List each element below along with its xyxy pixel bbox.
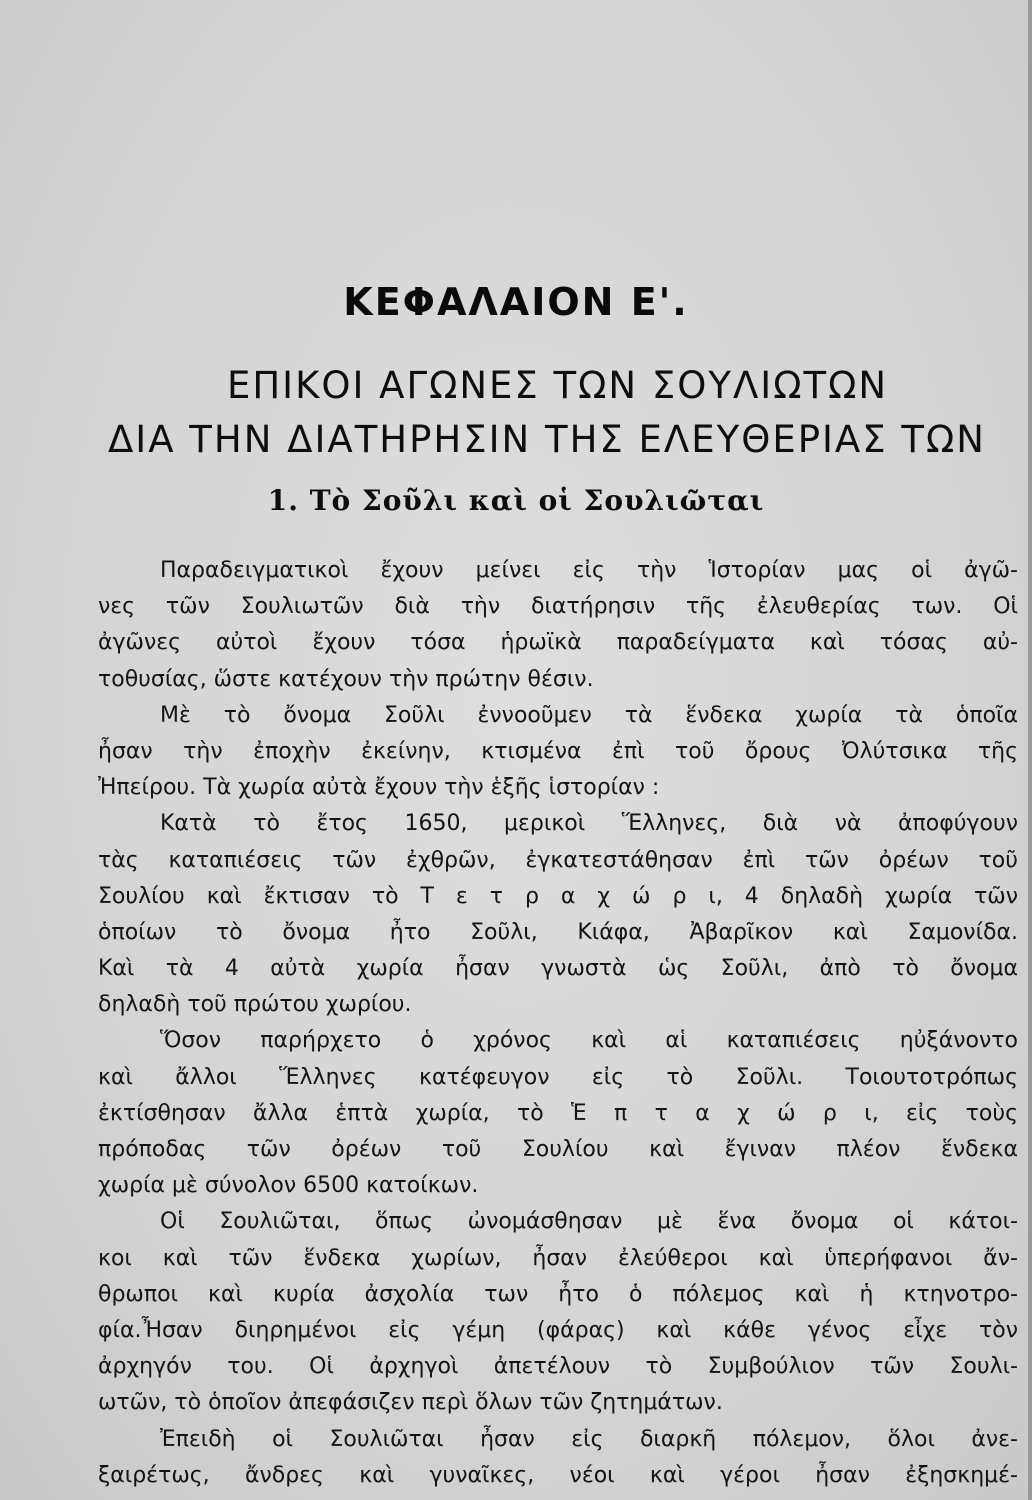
text-line: Σουλίου καὶ ἔκτισαν τὸ Τ ε τ ρ α χ ώ ρ ι, 4 δηλαδὴ χωρία τῶν bbox=[98, 883, 1018, 909]
text-line: νες τῶν Σουλιωτῶν διὰ τὴν διατήρησιν τῆς ἐλευθερίας των. Οἱ bbox=[98, 594, 1018, 620]
text-line: καὶ ἄλλοι Ἕλληνες κατέφευγον εἰς τὸ Σοῦλι. Τοιουτοτρόπως bbox=[98, 1064, 1018, 1090]
text-line: ἦσαν τὴν ἐποχὴν ἐκείνην, κτισμένα ἐπὶ τοῦ ὄρους Ὀλύτσικα τῆς bbox=[98, 738, 1018, 764]
text-line: ξαιρέτως, ἄνδρες καὶ γυναῖκες, νέοι καὶ γέροι ἦσαν ἐξησκημέ- bbox=[98, 1462, 1018, 1488]
text-line: ὁποίων τὸ ὄνομα ἦτο Σοῦλι, Κιάφα, Ἀβαρῖκον καὶ Σαμονίδα. bbox=[98, 919, 1018, 945]
text-line: Ἐπειδὴ οἱ Σουλιῶται ἦσαν εἰς διαρκῆ πόλεμον, ὅλοι ἀνε- bbox=[160, 1426, 1018, 1452]
text-line: ἀρχηγόν του. Οἱ ἀρχηγοὶ ἀπετέλουν τὸ Συμβούλιον τῶν Σουλι- bbox=[98, 1354, 1018, 1380]
text-line: ἀγῶνες αὐτοὶ ἔχουν τόσα ἡρωϊκὰ παραδείγματα καὶ τόσας αὐ- bbox=[98, 630, 1018, 656]
text-line: Καὶ τὰ 4 αὐτὰ χωρία ἦσαν γνωστὰ ὡς Σοῦλι, ἀπὸ τὸ ὄνομα bbox=[98, 956, 1018, 982]
chapter-heading: ΚΕΦΑΛΑΙΟΝ Ε'. bbox=[343, 280, 689, 324]
text-line: πρόποδας τῶν ὀρέων τοῦ Σουλίου καὶ ἔγιναν πλέον ἕνδεκα bbox=[98, 1137, 1018, 1162]
text-line: τὰς καταπιέσεις τῶν ἐχθρῶν, ἐγκατεστάθησαν ἐπὶ τῶν ὀρέων τοῦ bbox=[98, 847, 1018, 873]
text-line: Οἱ Σουλιῶται, ὅπως ὠνομάσθησαν μὲ ἕνα ὄνομα οἱ κάτοι- bbox=[160, 1209, 1018, 1235]
page-edge bbox=[1028, 0, 1032, 1500]
text-line: κοι καὶ τῶν ἕνδεκα χωρίων, ἦσαν ἐλεύθεροι καὶ ὑπερήφανοι ἄν- bbox=[98, 1245, 1018, 1271]
chapter-title-line-2: ΔΙΑ ΤΗΝ ΔΙΑΤΗΡΗΣΙΝ ΤΗΣ ΕΛΕΥΘΕΡΙΑΣ ΤΩΝ bbox=[108, 418, 986, 461]
text-line: ωτῶν, τὸ ὁποῖον ἀπεφάσιζεν περὶ ὅλων τῶν ζητημάτων. bbox=[98, 1390, 723, 1416]
text-line: Παραδειγματικοὶ ἔχουν μείνει εἰς τὴν Ἱστορίαν μας οἱ ἀγῶ- bbox=[160, 558, 1018, 583]
section-heading: 1. Τὸ Σοῦλι καὶ οἱ Σουλιῶται bbox=[267, 484, 765, 517]
text-line: Ἠπείρου. Τὰ χωρία αὐτὰ ἔχουν τὴν ἑξῆς ἱστορίαν : bbox=[98, 775, 660, 801]
text-line: χωρία μὲ σύνολον 6500 κατοίκων. bbox=[98, 1173, 479, 1199]
text-line: θρωποι καὶ κυρία ἀσχολία των ἦτο ὁ πόλεμος καὶ ἡ κτηνοτρο- bbox=[98, 1281, 1018, 1307]
text-line: δηλαδὴ τοῦ πρώτου χωρίου. bbox=[98, 992, 412, 1018]
text-line: Κατὰ τὸ ἔτος 1650, μερικοὶ Ἕλληνες, διὰ νὰ ἀποφύγουν bbox=[160, 811, 1018, 837]
text-line: Ὅσον παρήρχετο ὁ χρόνος καὶ αἱ καταπιέσεις ηὐξάνοντο bbox=[160, 1028, 1018, 1054]
body-text bbox=[98, 553, 1018, 1494]
text-line: Μὲ τὸ ὄνομα Σοῦλι ἐννοοῦμεν τὰ ἕνδεκα χωρία τὰ ὁποῖα bbox=[160, 702, 1018, 728]
text-line: τοθυσίας, ὥστε κατέχουν τὴν πρώτην θέσιν. bbox=[98, 666, 594, 692]
chapter-title-line-1: ΕΠΙΚΟΙ ΑΓΩΝΕΣ ΤΩΝ ΣΟΥΛΙΩΤΩΝ bbox=[226, 364, 889, 407]
text-line: ἐκτίσθησαν ἄλλα ἑπτὰ χωρία, τὸ Ἑ π τ α χ ώ ρ ι, εἰς τοὺς bbox=[98, 1100, 1018, 1126]
text-line: φία.Ἦσαν διηρημένοι εἰς γέμη (φάρας) καὶ κάθε γένος εἶχε τὸν bbox=[98, 1317, 1018, 1343]
